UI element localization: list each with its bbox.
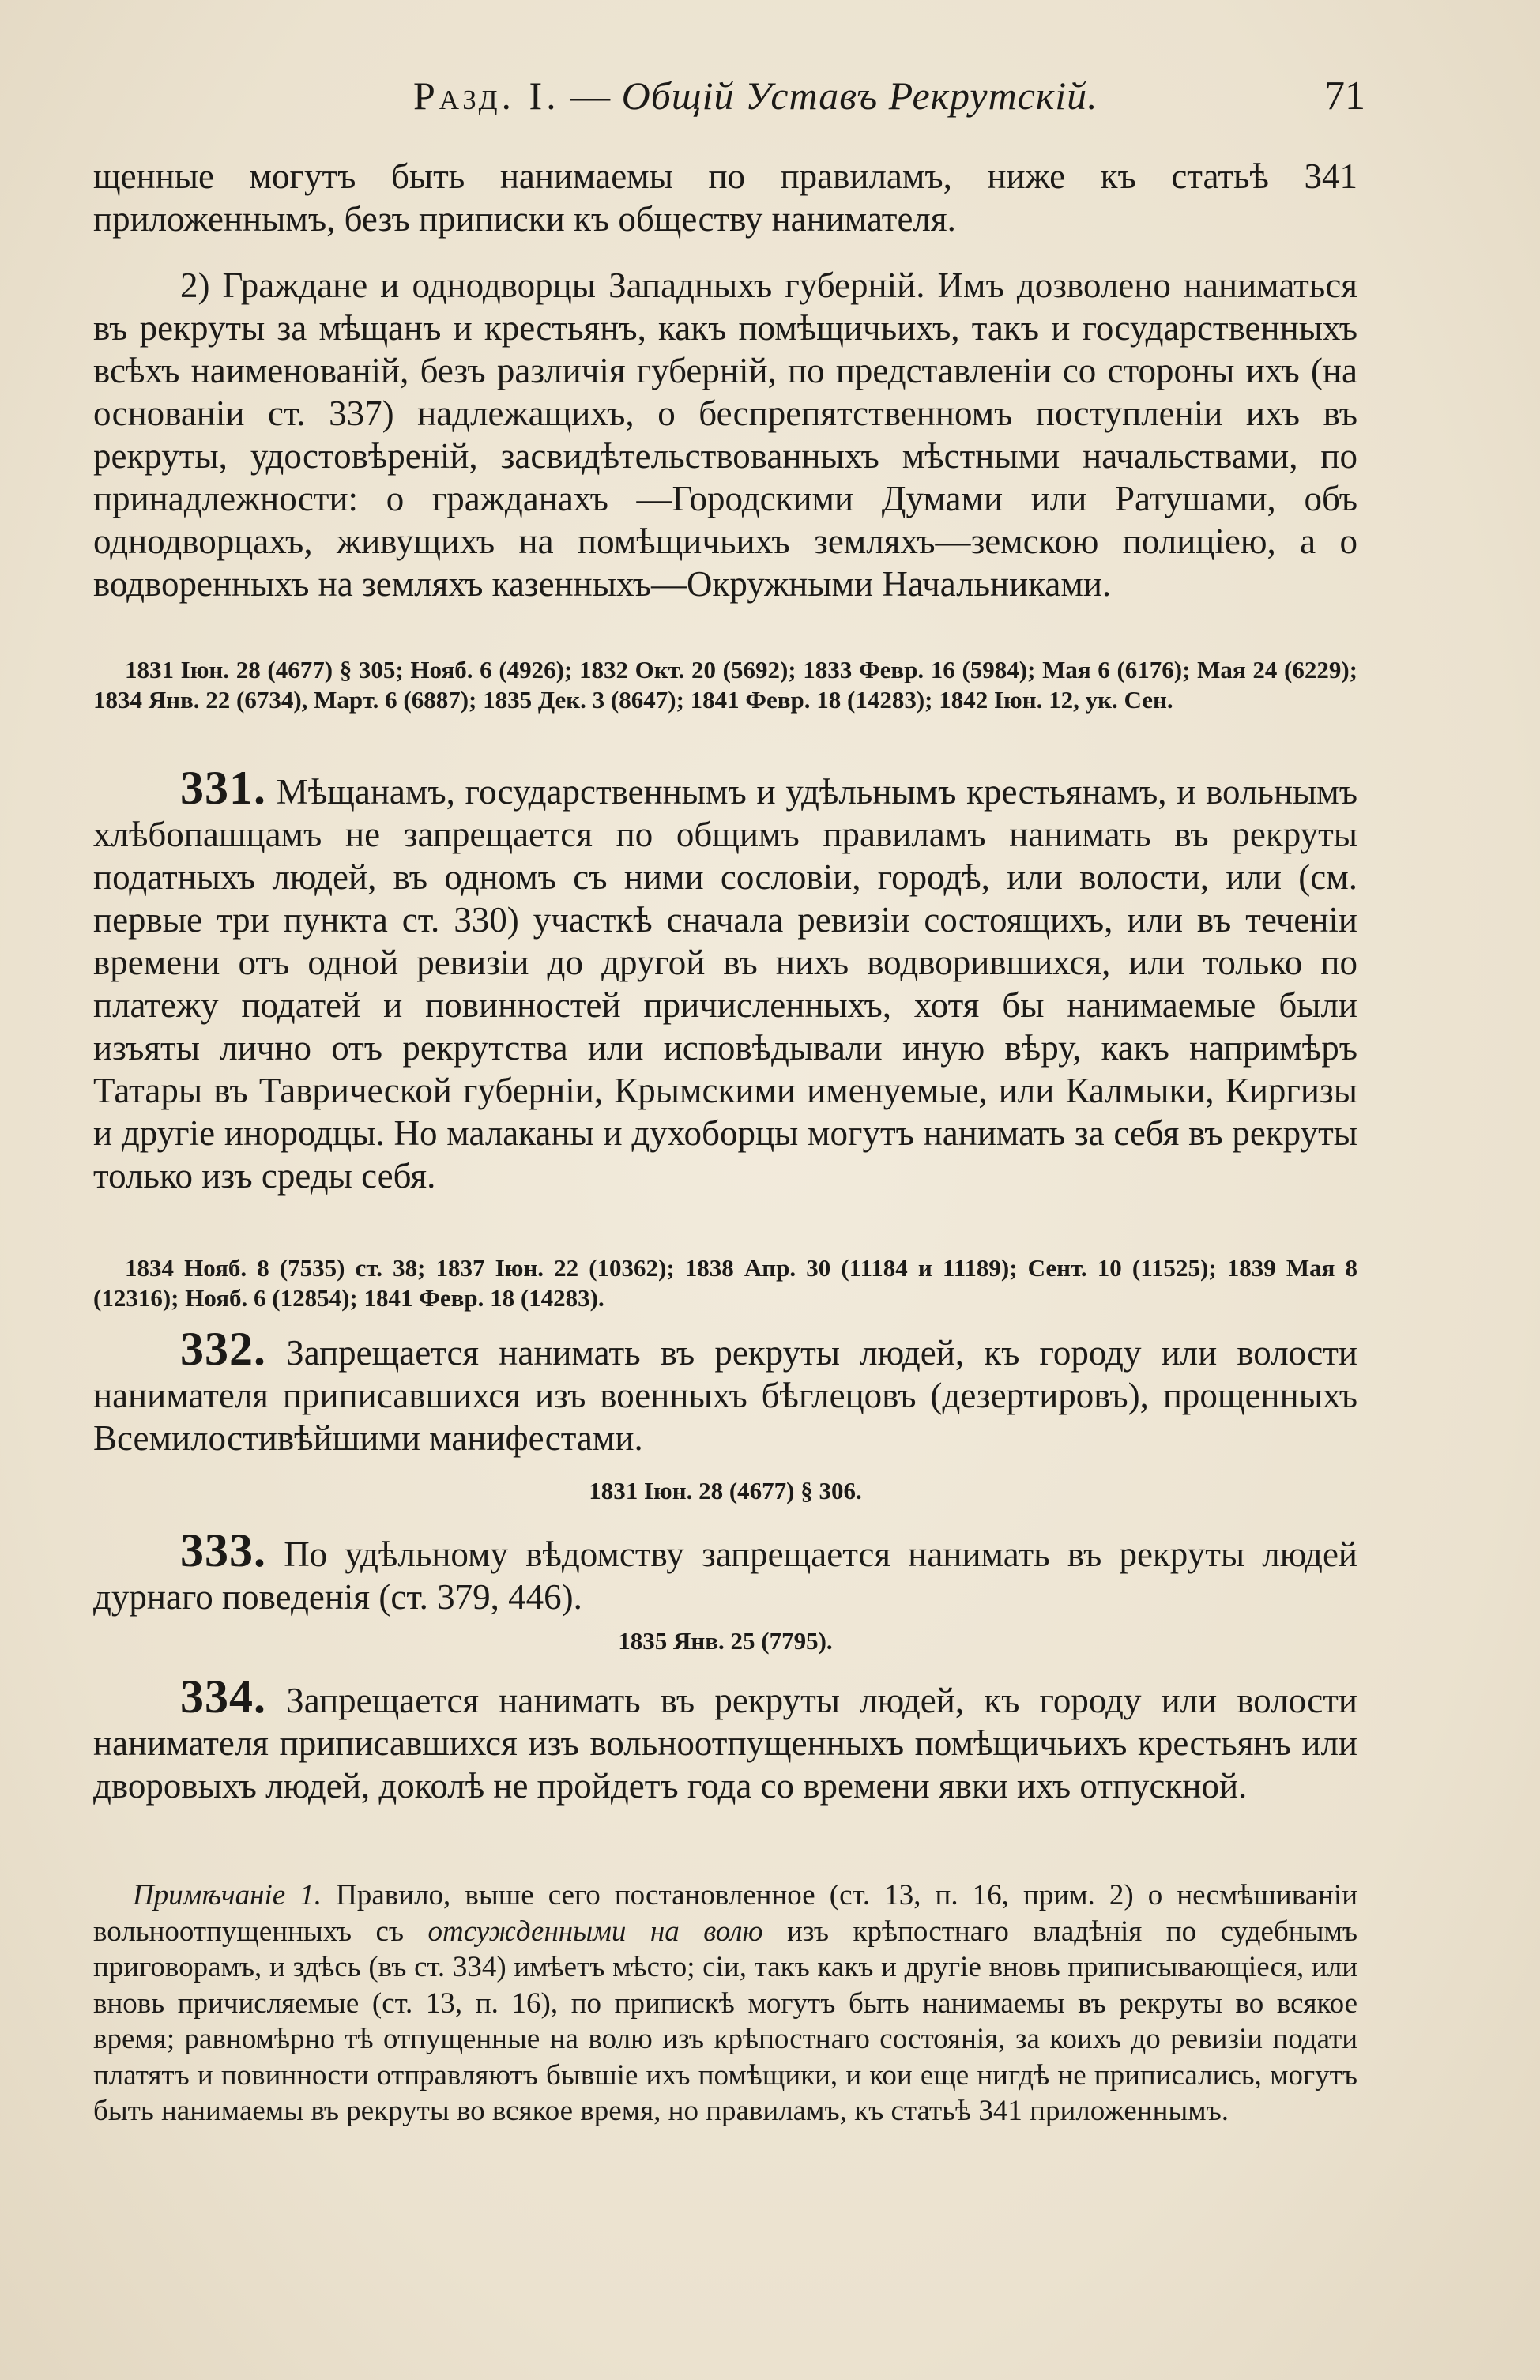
legal-references: 1835 Янв. 25 (7795).	[618, 1627, 833, 1655]
article-text: По удѣльному вѣдомству запрещается нанимать въ рекруты людей дурнаго поведенія (ст. 379, 446).	[93, 1535, 1358, 1617]
header-dash: —	[570, 73, 612, 118]
article-number: 334.	[180, 1670, 266, 1723]
note-text: Правило, выше сего постановленное (ст. 13, п. 16, прим. 2) о несмѣшиваніи вольноотпущенныхъ съ	[93, 1879, 1358, 1948]
note-text: изъ крѣпостнаго владѣнія по судебнымъ приговорамъ, и здѣсь (въ ст. 334) имѣетъ мѣсто; сіи, такъ какъ и другіе вновь приписывающіеся, или вновь причисляемые (ст. 13, п. 16), по припискѣ могутъ быть нанимаемы въ рекруты во всякое время; равномѣрно тѣ отпущенные на волю изъ крѣпостнаго состоянія, за коихъ до ревизіи подати платятъ и повинности отправляютъ бывшіе ихъ помѣщики, и кои еще нигдѣ не приписались, могутъ быть нанимаемы въ рекруты во всякое время, но правиламъ, къ статьѣ 341 приложеннымъ.	[93, 1915, 1358, 2127]
article-text: Запрещается нанимать въ рекруты людей, къ городу или волости нанимателя приписавшихся изъ вольноотпущенныхъ помѣщичьихъ крестьянъ или дворовыхъ людей, доколѣ не пройдетъ года со времени явки ихъ отпускной.	[93, 1681, 1358, 1806]
article-331	[93, 762, 1358, 1197]
legal-references: 1831 Іюн. 28 (4677) § 306.	[589, 1477, 862, 1504]
continuation-paragraph: щенные могутъ быть нанимаемы по правиламъ, ниже къ статьѣ 341 приложеннымъ, безъ приписки къ обществу нанимателя.	[93, 156, 1357, 239]
article-number: 332.	[180, 1323, 266, 1375]
article-number: 331.	[180, 762, 266, 814]
page-header	[93, 73, 1365, 128]
note-italic-phrase: отсужденными на волю	[427, 1915, 763, 1948]
statute-title: Общій Уставъ Рекрутскій.	[621, 73, 1098, 118]
section-label: Разд. I.	[413, 73, 560, 118]
article-number: 333.	[180, 1524, 266, 1576]
page-number: 71	[1324, 73, 1365, 119]
note-1	[93, 1877, 1357, 2130]
legal-references: 1831 Іюн. 28 (4677) § 305; Нояб. 6 (4926); 1832 Окт. 20 (5692); 1833 Февр. 16 (5984); Мая 6 (6176); Мая 24 (6229); 1834 Янв. 22 (6734), Март. 6 (6887); 1835 Дек. 3 (8647); 1841 Февр. 18 (14283); 1842 Іюн. 12, ук. Сен.	[93, 656, 1357, 714]
article-text: Мѣщанамъ, государственнымъ и удѣльнымъ крестьянамъ, и вольнымъ хлѣбопашцамъ не запрещается по общимъ правиламъ нанимать въ рекруты податныхъ людей, въ одномъ съ ними сословіи, городѣ, или волости, или (см. первые три пункта ст. 330) участкѣ сначала ревизіи состоящихъ, или въ теченіи времени отъ одной ревизіи до другой въ нихъ водворившихся, или только по платежу податей и повинностей причисленныхъ, хотя бы нанимаемые были изъяты лично отъ рекрутства или исповѣдывали иную вѣру, какъ напримѣръ Татары въ Таврической губерніи, Крымскими именуемые, или Калмыки, Киргизы и другіе инородцы. Но малаканы и духоборцы могутъ нанимать за себя въ рекруты только изъ среды себя.	[93, 772, 1358, 1196]
note-label: Примѣчаніе 1.	[133, 1879, 322, 1911]
article-334	[93, 1670, 1358, 1807]
article-332	[93, 1323, 1358, 1459]
running-head	[413, 73, 1098, 119]
legal-references: 1834 Нояб. 8 (7535) ст. 38; 1837 Іюн. 22 (10362); 1838 Апр. 30 (11184 и 11189); Сент. 10 (11525); 1839 Мая 8 (12316); Нояб. 6 (12854); 1841 Февр. 18 (14283).	[93, 1254, 1357, 1312]
article-text: Запрещается нанимать въ рекруты людей, къ городу или волости нанимателя приписавшихся изъ военныхъ бѣглецовъ (дезертировъ), прощенныхъ Всемилостивѣйшими манифестами.	[93, 1333, 1358, 1458]
article-333	[93, 1524, 1358, 1618]
paragraph-citizens-odnodvortsy: 2) Граждане и однодворцы Западныхъ губерній. Имъ дозволено наниматься въ рекруты за мѣщанъ и крестьянъ, какъ помѣщичьихъ, такъ и государственныхъ всѣхъ наименованій, безъ различія губерній, по представленіи со стороны ихъ (на основаніи ст. 337) надлежащихъ, о беспрепятственномъ поступленіи ихъ въ рекруты, удостовѣреній, засвидѣтельствованныхъ мѣстными начальствами, по принадлежности: о гражданахъ —Городскими Думами или Ратушами, объ однодворцахъ, живущихъ на помѣщичьихъ земляхъ—земскою полиціею, а о водворенныхъ на земляхъ казенныхъ—Окружными Начальниками.	[93, 265, 1357, 604]
